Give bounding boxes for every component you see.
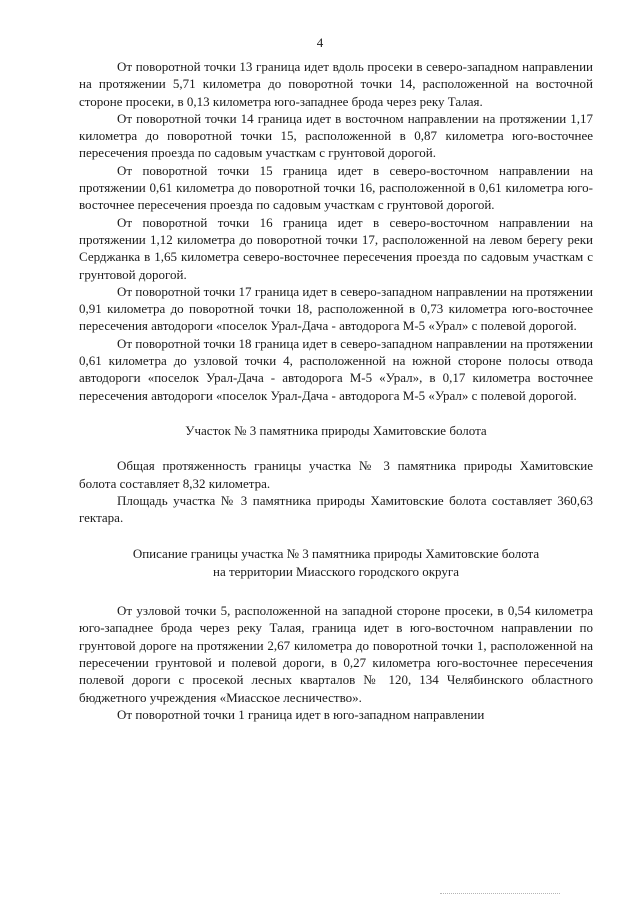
- paragraph-point-14: От поворотной точки 14 граница идет в восточном направлении на протяжении 1,17 километра до поворотной точки 15, расположенной в 0,87 километра юго-восточнее пересечения проезда по садовым участкам с грунтовой дорогой.: [79, 110, 593, 161]
- paragraph-node-point-5: От узловой точки 5, расположенной на западной стороне просеки, в 0,54 километра юго-западнее брода через реку Талая, граница идет в юго-восточном направлении по грунтовой дороге на протяжении 2,67 километра до поворотной точки 1, расположенной на пересечении грунтовой и полевой дороги, в 0,27 километра юго-восточнее пересечения полевой дороги с просекой лесных кварталов № 120, 134 Челябинского областного бюджетного учреждения «Миасское лесничество».: [79, 603, 593, 705]
- page-edge-mark: [440, 893, 560, 895]
- paragraph-area: Площадь участка № 3 памятника природы Хамитовские болота составляет 360,63 гектара.: [79, 492, 593, 526]
- document-body: [79, 58, 593, 723]
- boundary-description-section: [79, 58, 593, 404]
- paragraph-point-18: От поворотной точки 18 граница идет в северо-западном направлении на протяжении 0,61 километра до узловой точки 4, расположенной на южной стороне полосы отвода автодороги «поселок Урал-Дача - автодорога М-5 «Урал», в 0,17 километра восточнее пересечения автодороги «поселок Урал-Дача - автодорога М-5 «Урал» с полевой дорогой.: [79, 335, 593, 403]
- paragraph-point-15: От поворотной точки 15 граница идет в северо-восточном направлении на протяжении 0,61 километра до поворотной точки 16, расположенной в 0,61 километра юго-восточнее пересечения проезда по садовым участкам с грунтовой дорогой.: [79, 162, 593, 213]
- paragraph-point-16: От поворотной точки 16 граница идет в северо-восточном направлении на протяжении 1,12 километра до поворотной точки 17, расположенной на левом берегу реки Серджанка в 1,65 километра северо-восточнее пересечения проезда по садовым участкам с грунтовой дорогой.: [79, 214, 593, 282]
- plot-3-summary-section: [79, 422, 593, 526]
- section-heading-boundary-description: [79, 545, 593, 580]
- paragraph-total-length: Общая протяженность границы участка № 3 памятника природы Хамитовские болота составляет 8,32 километра.: [79, 458, 593, 491]
- paragraph-point-1: От поворотной точки 1 граница идет в юго-западном направлении: [117, 706, 485, 722]
- paragraph-point-17: От поворотной точки 17 граница идет в северо-западном направлении на протяжении 0,91 километра до поворотной точки 18, расположенной в 0,73 километра юго-восточнее пересечения автодороги «поселок Урал-Дача - автодорога М-5 «Урал» с полевой дорогой.: [79, 283, 593, 334]
- plot-3-boundary-section: [79, 545, 593, 723]
- heading-line-2: на территории Миасского городского округа: [213, 563, 459, 579]
- heading-line-1: Описание границы участка № 3 памятника природы Хамитовские болота: [132, 546, 540, 562]
- paragraph-point-13: От поворотной точки 13 граница идет вдоль просеки в северо-западном направлении на протяжении 5,71 километра до поворотной точки 14, расположенной на восточной стороне просеки, в 0,13 километра юго-западнее брода через реку Талая.: [79, 59, 593, 109]
- section-heading-plot-3: Участок № 3 памятника природы Хамитовские болота: [185, 422, 487, 438]
- page-number: 4: [316, 35, 324, 50]
